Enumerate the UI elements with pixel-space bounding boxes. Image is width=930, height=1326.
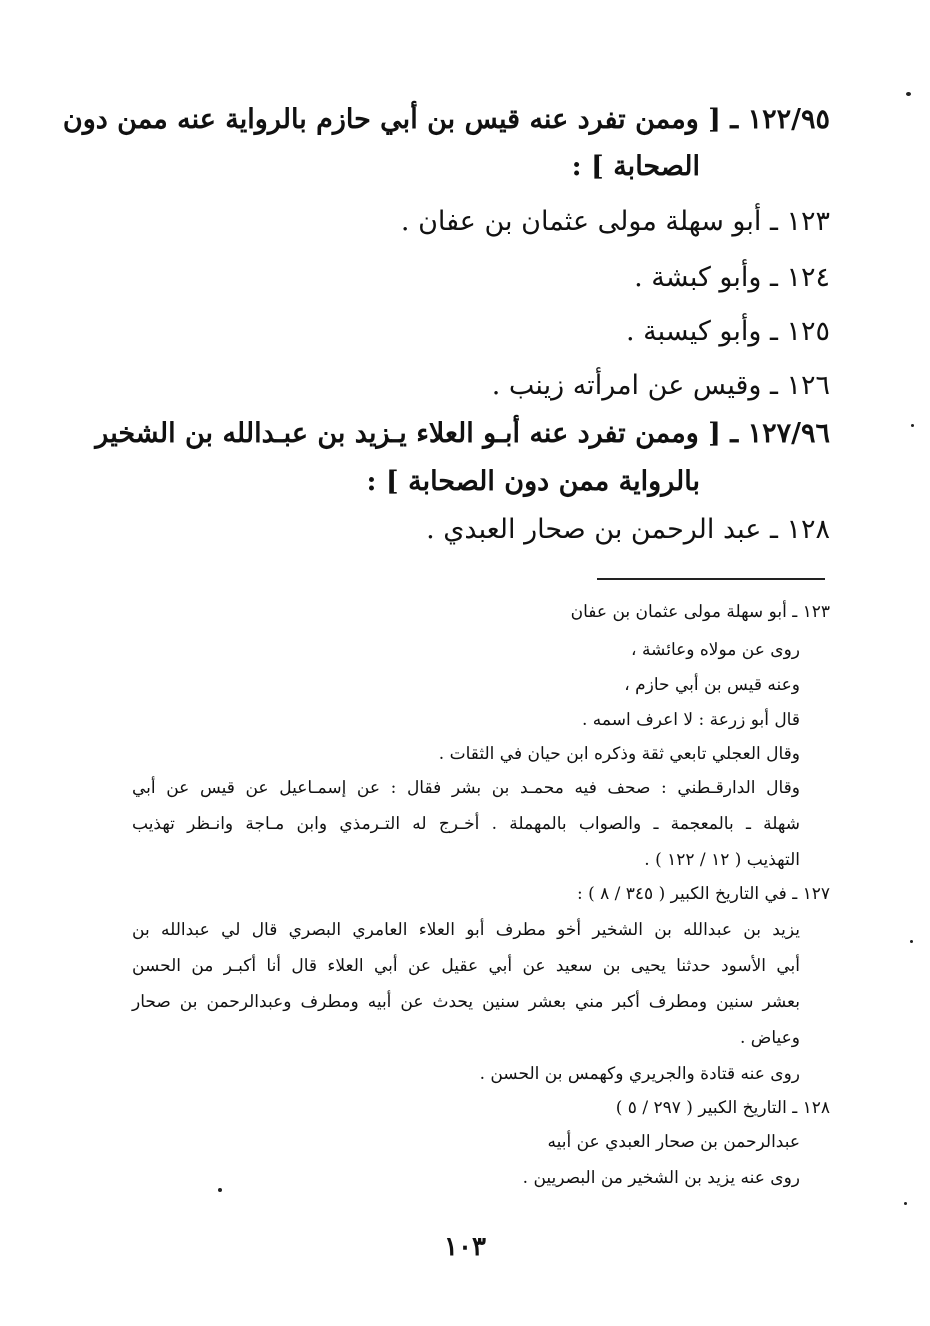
scan-speck bbox=[904, 1202, 907, 1205]
entry-96-line2: بالرواية ممن دون الصحابة ] : bbox=[366, 466, 700, 497]
footnote-123-line: التهذيب ( ١٢ / ١٢٢ ) . bbox=[644, 850, 800, 870]
footnote-127-heading: ١٢٧ ـ في التاريخ الكبير ( ٣٤٥ / ٨ ) : bbox=[576, 884, 830, 904]
footnote-123-line: وقال الدارقـطني : صحف فيه محمـد بن بشر فقال : عن إسمـاعيل عن قيس عن أبي bbox=[132, 778, 800, 798]
footnote-123-line: وقال العجلي تابعي ثقة وذكره ابن حيان في الثقات . bbox=[438, 744, 800, 764]
entry-124: ١٢٤ ـ وأبو كبشة . bbox=[634, 262, 830, 293]
footnote-123-line: روى عن مولاه وعائشة ، bbox=[631, 640, 800, 660]
entry-96-line1: ١٢٧/٩٦ ـ [ وممن تفرد عنه أبـو العلاء يـزيد بن عبـدالله بن الشخير bbox=[95, 418, 830, 449]
scan-speck bbox=[218, 1188, 222, 1192]
footnote-123-line: شهلة ـ بالمعجمة ـ والصواب بالمهملة . أخـرج له التـرمذي وابن مـاجة وانـظر تهذيب bbox=[132, 814, 800, 834]
footnote-127-line: بعشر سنين ومطرف أكبر مني بعشر سنين يحدث عن أبيه ومطرف وعبدالرحمن بن صحار bbox=[132, 992, 800, 1012]
footnote-127-line: وعياض . bbox=[739, 1028, 800, 1048]
entry-125: ١٢٥ ـ وأبو كيسبة . bbox=[625, 316, 830, 347]
entry-95-line1: ١٢٢/٩٥ ـ [ وممن تفرد عنه قيس بن أبي حازم بالرواية عنه ممن دون bbox=[62, 104, 830, 135]
footnote-127-line: روى عنه قتادة والجريري وكهمس بن الحسن . bbox=[479, 1064, 800, 1084]
footnote-128-line: عبدالرحمن بن صحار العبدي عن أبيه bbox=[547, 1132, 800, 1152]
footnote-123-line: وعنه قيس بن أبي حازم ، bbox=[624, 675, 800, 695]
entry-126: ١٢٦ ـ وقيس عن امرأته زينب . bbox=[491, 370, 830, 401]
scan-speck bbox=[906, 92, 911, 96]
footnote-123-line: قال أبو زرعة : لا اعرف اسمه . bbox=[581, 710, 800, 730]
footnote-123-heading: ١٢٣ ـ أبو سهلة مولى عثمان بن عفان bbox=[570, 602, 830, 622]
footnote-128-line: روى عنه يزيد بن الشخير من البصريين . bbox=[522, 1168, 800, 1188]
footnote-127-line: أبي الأسود حدثنا يحيى بن سعيد عن أبي عقيل عن أبي العلاء قال أنا أكبـر من الحسن bbox=[132, 956, 800, 976]
page-number: ١٠٣ bbox=[444, 1232, 486, 1262]
entry-128: ١٢٨ ـ عبد الرحمن بن صحار العبدي . bbox=[426, 514, 830, 545]
scan-speck bbox=[910, 940, 913, 943]
scan-speck bbox=[911, 424, 914, 427]
footnote-127-line: يزيد بن عبدالله بن الشخير أخو مطرف أبو العلاء العامري البصري قال لي عبدالله بن bbox=[132, 920, 800, 940]
footnote-128-heading: ١٢٨ ـ التاريخ الكبير ( ٢٩٧ / ٥ ) bbox=[615, 1098, 830, 1118]
footnote-separator bbox=[597, 578, 825, 580]
entry-123: ١٢٣ ـ أبو سهلة مولى عثمان بن عفان . bbox=[400, 206, 830, 237]
entry-95-line2: الصحابة ] : bbox=[571, 151, 700, 182]
